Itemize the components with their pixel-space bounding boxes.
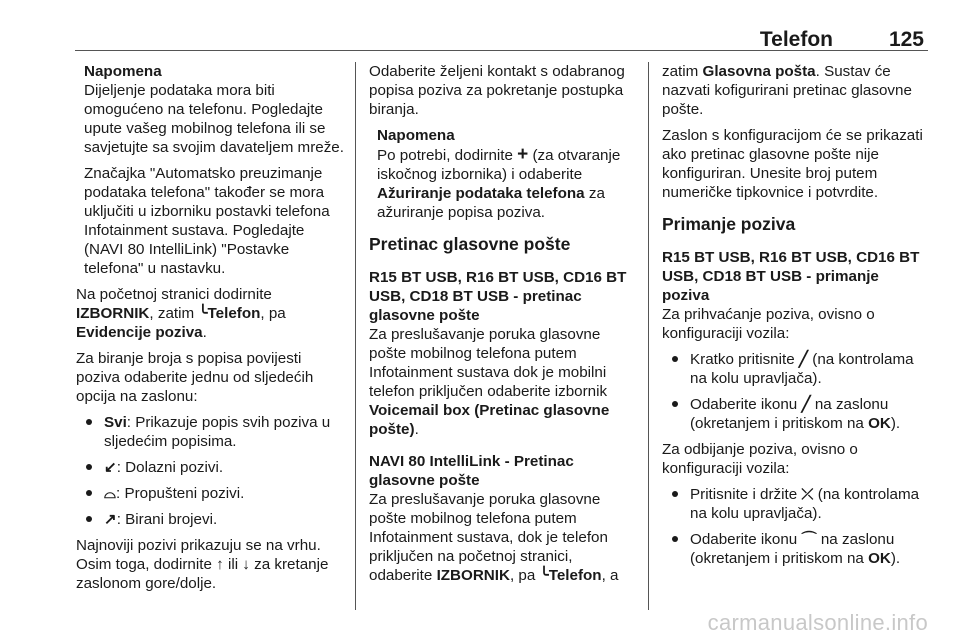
menu-label: IZBORNIK [76,305,150,322]
note-title: Napomena [84,63,162,80]
column-divider [648,62,649,610]
note-title: Napomena [377,127,455,144]
page-number: 125 [888,28,924,51]
list-item: ⌓: Propušteni pozivi. [104,484,344,503]
plus-icon: + [517,144,529,165]
paragraph: Najnoviji pozivi prikazuju se na vrhu. Osim toga, dodirnite ↑ ili ↓ za kretanje zaslonom gore/dolje. [76,537,329,592]
bullet-list [76,413,344,529]
paragraph: Odaberite željeni kontakt s odabranog popisa poziva za pokretanje postupka biranja. [369,63,625,118]
note-paragraph: Značajka "Automatsko preuzimanje podataka telefona" također se mora uključiti u izborniku postavki telefona Infotainment sustava. Pogledajte (NAVI 80 IntelliLink) "Postavke telefona" u nastavku. [84,165,330,277]
missed-call-icon: ⌓ [104,485,117,502]
reject-call-icon: ⤫ [801,486,814,503]
paragraph: Za odbijanje poziva, ovisno o konfiguraciji vozila: [662,441,858,477]
phone-icon: ╰ [539,567,549,584]
section-heading: Primanje poziva [662,214,796,234]
paragraph: Za preslušavanje poruka glasovne pošte mobilnog telefona putem Infotainment sustava, dok je telefon priključen na početnoj stranici, odaberite IZBORNIK, pa ╰Telefon, a [369,491,619,584]
list-item: Odaberite ikonu ⌒ na zaslonu (okretanjem i pritiskom na OK). [690,530,930,568]
note-box [369,126,637,222]
list-item: ↗: Birani brojevi. [104,510,344,529]
page-header [75,14,928,51]
paragraph: Na početnoj stranici dodirnite IZBORNIK, zatim ╰Telefon, pa Evidencije poziva. [76,286,286,341]
subsection-heading: NAVI 80 IntelliLink - Pretinac glasovne pošte [369,453,574,489]
list-item: Pritisnite i držite ⤫ (na kontrolama na kolu upravljača). [690,485,930,523]
paragraph: Zaslon s konfiguracijom će se prikazati ako pretinac glasovne pošte nije konfiguriran. Unesite broj putem numeričke tipkovnice i potvrdite. [662,127,923,201]
menu-label: Evidencije poziva [76,324,203,341]
column-1 [76,62,344,600]
section-heading: Pretinac glasovne pošte [369,234,571,254]
list-item: Kratko pritisnite ╱ (na kontrolama na kolu upravljača). [690,350,930,388]
column-divider [355,62,356,610]
answer-call-icon: ╱ [798,351,809,368]
dialled-call-icon: ↗ [104,511,117,528]
arrow-down-icon: ↓ [242,556,250,573]
list-item: Odaberite ikonu ╱ na zaslonu (okretanjem i pritiskom na OK). [690,395,930,433]
paragraph: Za preslušavanje poruka glasovne pošte mobilnog telefona putem Infotainment sustava dok je mobilni telefon priključen odaberite izbornik Voicemail box (Pretinac glasovne pošte). [369,326,610,438]
list-item: ↙: Dolazni pozivi. [104,458,344,477]
bullet-list [662,485,930,568]
bullet-list [662,350,930,433]
incoming-call-icon: ↙ [104,459,117,476]
page-title: Telefon [759,28,833,51]
watermark: carmanualsonline.info [707,610,928,635]
paragraph: Za prihvaćanje poziva, ovisno o konfiguraciji vozila: [662,306,875,342]
note-box [76,62,344,278]
column-2 [369,62,637,592]
column-3 [662,62,930,575]
subsection-heading: R15 BT USB, R16 BT USB, CD16 BT USB, CD18 BT USB - pretinac glasovne pošte [369,269,627,324]
list-item: Svi: Prikazuje popis svih poziva u sljedećim popisima. [104,413,344,451]
arrow-up-icon: ↑ [216,556,224,573]
paragraph: zatim Glasovna pošta. Sustav će nazvati kofigurirani pretinac glasovne pošte. [662,63,912,118]
paragraph: Za biranje broja s popisa povijesti poziva odaberite jednu od sljedećih opcija na zaslonu: [76,350,314,405]
note-paragraph: Po potrebi, dodirnite + (za otvaranje iskočnog izbornika) i odaberite Ažuriranje podataka telefona za ažuriranje popisa poziva. [377,144,621,221]
note-paragraph: Dijeljenje podataka mora biti omogućeno na telefonu. Pogledajte upute vašeg mobilnog telefona ili se savjetujte sa svojim davateljem mreže. [84,82,344,156]
subsection-heading: R15 BT USB, R16 BT USB, CD16 BT USB, CD18 BT USB - primanje poziva [662,249,920,304]
hang-up-icon: ⌒ [801,531,817,548]
menu-label: Telefon [207,305,261,322]
answer-call-icon: ╱ [801,396,811,413]
phone-icon: ╰ [198,305,208,322]
